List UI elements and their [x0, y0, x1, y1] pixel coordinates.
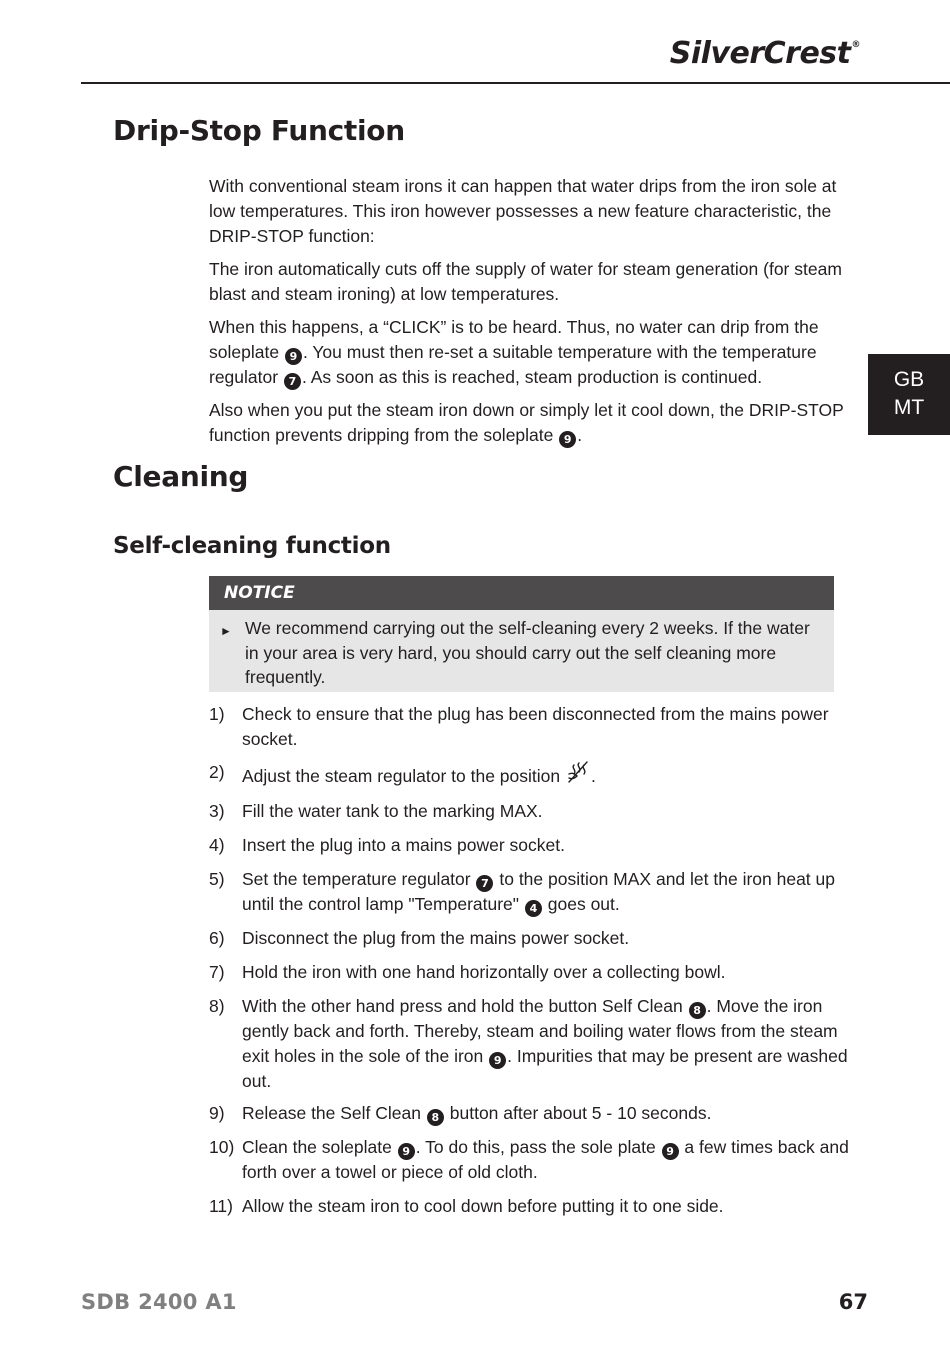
drip-stop-paragraph-3: When this happens, a “CLICK” is to be heard. Thus, no water can drip from the soleplate 9 . You must then re-set a suitable temperature with the temperature regulator 7 . As soon as this is reached, steam production is continued.	[209, 317, 819, 388]
list-item	[209, 1101, 849, 1126]
step-text: Clean the soleplate 9 . To do this, pass the sole plate 9 a few times back and forth over a towel or piece of old cloth.	[242, 1137, 849, 1182]
language-tab	[868, 354, 950, 435]
language-code-mt: MT	[893, 396, 925, 419]
drip-stop-paragraph-4: Also when you put the steam iron down or simply let it cool down, the DRIP-STOP function prevents dripping from the soleplate 9 .	[209, 400, 844, 446]
self-cleaning-heading: Self-cleaning function	[113, 533, 391, 559]
list-item	[209, 1194, 849, 1219]
bullet-arrow-icon: ►	[220, 624, 232, 638]
step-text: Adjust the steam regulator to the position .	[242, 760, 849, 789]
notice-box	[209, 576, 834, 692]
temperature-lamp-number-badge: 4	[525, 900, 542, 917]
list-item	[209, 799, 849, 824]
page-number: 67	[838, 1290, 868, 1314]
step-number: 8)	[209, 996, 225, 1016]
step-number: 4)	[209, 835, 225, 855]
soleplate-number-badge: 9	[398, 1143, 415, 1160]
temperature-regulator-number-badge: 7	[284, 373, 301, 390]
step-number: 6)	[209, 928, 225, 948]
step-text: With the other hand press and hold the button Self Clean 8 . Move the iron gently back and forth. Thereby, steam and boiling water flows from the steam exit holes in the sole of the iron 9 . Impurities that may be present are washed out.	[242, 996, 848, 1091]
step-text: Fill the water tank to the marking MAX.	[242, 801, 543, 821]
step-number: 3)	[209, 801, 225, 821]
step-text: Set the temperature regulator 7 to the position MAX and let the iron heat up until the control lamp "Temperature" 4 goes out.	[242, 869, 835, 915]
brand-logo: SilverCrest®	[669, 36, 860, 71]
language-code-gb: GB	[893, 368, 925, 391]
step-text: Allow the steam iron to cool down before putting it to one side.	[242, 1196, 724, 1216]
drip-stop-heading: Drip-Stop Function	[113, 114, 405, 147]
self-clean-number-badge: 8	[427, 1109, 444, 1126]
list-item	[209, 960, 849, 985]
step-text: Check to ensure that the plug has been disconnected from the mains power socket.	[242, 704, 829, 749]
step-number: 2)	[209, 762, 225, 782]
step-number: 7)	[209, 962, 225, 982]
list-item	[209, 702, 849, 752]
step-number: 9)	[209, 1103, 225, 1123]
cleaning-heading: Cleaning	[113, 460, 249, 493]
list-item	[209, 926, 849, 951]
list-item	[209, 994, 849, 1094]
list-item	[209, 833, 849, 858]
list-item	[209, 1135, 849, 1185]
notice-label: NOTICE	[209, 576, 834, 610]
header-rule	[81, 82, 950, 84]
step-number: 10)	[209, 1137, 235, 1157]
soleplate-number-badge: 9	[559, 431, 576, 448]
step-text: Disconnect the plug from the mains power socket.	[242, 928, 630, 948]
soleplate-number-badge: 9	[285, 348, 302, 365]
step-number: 1)	[209, 704, 225, 724]
list-item	[209, 867, 849, 917]
step-number: 11)	[209, 1196, 233, 1216]
registered-mark: ®	[851, 40, 860, 50]
soleplate-number-badge: 9	[662, 1143, 679, 1160]
list-item	[209, 760, 849, 789]
drip-stop-paragraph-2: The iron automatically cuts off the supply of water for steam generation (for steam blast and steam ironing) at low temperatures.	[209, 259, 842, 304]
self-clean-number-badge: 8	[689, 1002, 706, 1019]
model-number: SDB 2400 A1	[81, 1290, 237, 1314]
temperature-regulator-number-badge: 7	[476, 875, 493, 892]
step-text: Release the Self Clean 8 button after about 5 - 10 seconds.	[242, 1103, 712, 1124]
drip-stop-paragraph-1: With conventional steam irons it can happen that water drips from the iron sole at low temperatures. This iron however possesses a new feature characteristic, the DRIP-STOP function:	[209, 176, 837, 246]
notice-body	[209, 610, 834, 690]
soleplate-number-badge: 9	[489, 1052, 506, 1069]
step-number: 5)	[209, 869, 225, 889]
notice-text: We recommend carrying out the self-cleaning every 2 weeks. If the water in your area is very hard, you should carry out the self cleaning more frequently.	[245, 618, 810, 688]
step-text: Hold the iron with one hand horizontally over a collecting bowl.	[242, 962, 726, 982]
step-text: Insert the plug into a mains power socket.	[242, 835, 565, 855]
no-steam-icon	[565, 760, 591, 786]
